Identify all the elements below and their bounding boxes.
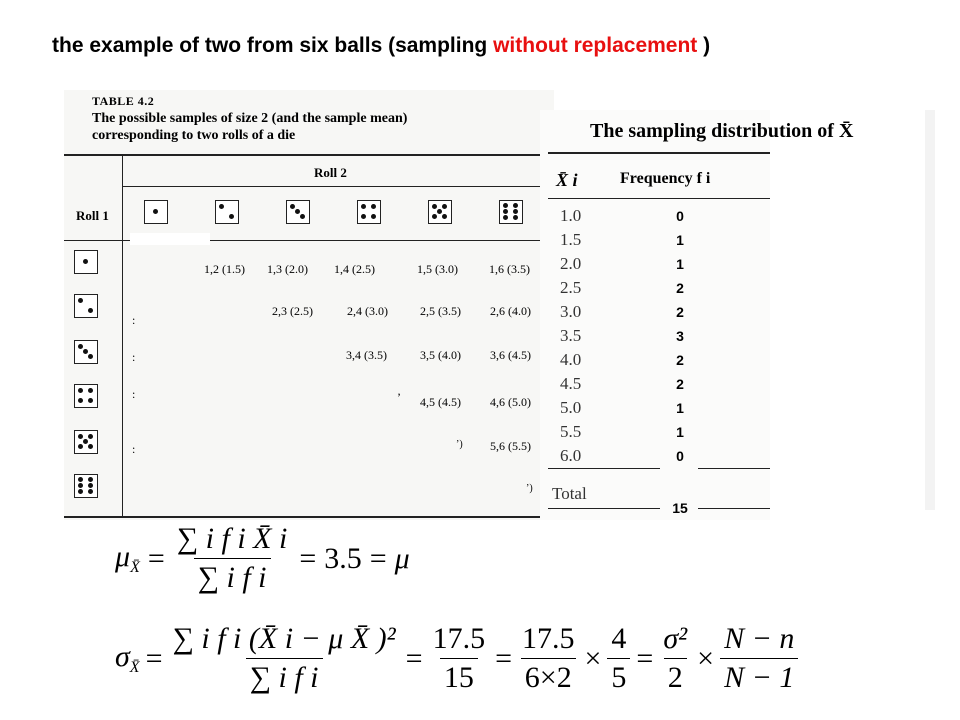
faint-mark-3: ’) bbox=[526, 483, 533, 494]
mean-value: 3.5 bbox=[324, 541, 362, 575]
row-index-3: : bbox=[132, 350, 136, 364]
die-pip bbox=[88, 483, 93, 488]
cell-r4-c2: 4,6 (5.0) bbox=[490, 395, 531, 409]
mean-eq2: = bbox=[299, 541, 317, 575]
distribution-x-value: 4.5 bbox=[560, 374, 582, 393]
row-index-2: : bbox=[132, 313, 136, 327]
die-pip bbox=[371, 204, 376, 209]
row-index-4: : bbox=[132, 387, 136, 401]
die-4-icon bbox=[357, 200, 381, 224]
die-pip bbox=[503, 209, 508, 214]
variance-step2: $\frac{17.5}{6\times 2}$ bbox=[522, 622, 575, 694]
distribution-bottom-rule-right bbox=[698, 508, 770, 509]
distribution-frequency: 2 bbox=[676, 376, 684, 392]
die-pip bbox=[300, 214, 305, 219]
mean-mu: μ bbox=[394, 541, 410, 575]
cell-r3-c1: 3,4 (3.5) bbox=[346, 348, 387, 362]
sampling-distribution-panel bbox=[540, 110, 854, 520]
die-pip bbox=[432, 214, 437, 219]
var-times1: × bbox=[584, 641, 602, 675]
cell-r1-c1: 1,2 (1.5) bbox=[204, 262, 245, 276]
table-vertical-rule bbox=[122, 156, 123, 516]
distribution-header-rule bbox=[548, 198, 770, 199]
die-pip bbox=[78, 444, 83, 449]
distribution-frequency: 1 bbox=[676, 232, 684, 248]
die-pip bbox=[78, 483, 83, 488]
roll1-header: Roll 1 bbox=[76, 208, 109, 223]
cell-r3-c3: 3,6 (4.5) bbox=[490, 348, 531, 362]
die-6-icon bbox=[499, 200, 523, 224]
die-pip bbox=[371, 214, 376, 219]
distribution-x-value: 5.5 bbox=[560, 422, 582, 441]
cell-r2-c4: 2,6 (4.0) bbox=[490, 304, 531, 318]
variance-step3: $\frac{4}{5}$ bbox=[607, 622, 630, 695]
table-4-2-image bbox=[64, 90, 554, 520]
die-pip bbox=[513, 209, 518, 214]
cell-r1-c4: 1,5 (3.0) bbox=[417, 262, 458, 276]
die-pip bbox=[437, 209, 442, 214]
distribution-x-value: 3.0 bbox=[560, 302, 582, 321]
variance-step5: $\frac{N - n}{N - 1}$ bbox=[720, 622, 798, 695]
die-6-icon bbox=[74, 474, 98, 498]
distribution-x-value: 4.0 bbox=[560, 350, 582, 369]
die-pip bbox=[503, 203, 508, 208]
faint-mark-2: ’) bbox=[456, 439, 463, 450]
die-pip bbox=[78, 434, 83, 439]
die-pip bbox=[83, 439, 88, 444]
die-4-icon bbox=[74, 384, 98, 408]
scan-edge bbox=[925, 110, 935, 510]
mean-eq3: = bbox=[369, 541, 387, 575]
die-pip bbox=[442, 204, 447, 209]
die-pip bbox=[88, 444, 93, 449]
die-pip bbox=[78, 398, 83, 403]
faint-mark-1: ’ bbox=[397, 390, 401, 404]
die-pip bbox=[229, 214, 234, 219]
distribution-x-value: 6.0 bbox=[560, 446, 582, 465]
distribution-frequency: 1 bbox=[676, 400, 684, 416]
table-top-rule bbox=[64, 154, 554, 156]
variance-lhs: $\sigma_{X̄}$ bbox=[115, 640, 140, 676]
distribution-frequency: 1 bbox=[676, 256, 684, 272]
die-pip bbox=[78, 298, 83, 303]
die-pip bbox=[361, 214, 366, 219]
cell-r2-c3: 2,5 (3.5) bbox=[420, 304, 461, 318]
die-pip bbox=[290, 204, 295, 209]
var-eq4: = bbox=[636, 641, 654, 675]
die-pip bbox=[78, 344, 83, 349]
distribution-x-value: 2.0 bbox=[560, 254, 582, 273]
var-eq3: = bbox=[495, 641, 512, 675]
distribution-total-rule-left bbox=[548, 468, 660, 469]
mean-numerator: ∑ i f i X̄ i bbox=[176, 522, 288, 555]
slide-title bbox=[52, 34, 710, 58]
die-1-icon bbox=[74, 250, 98, 274]
variance-numerator: ∑ i f i (X̄ i − μ X̄ )² bbox=[172, 622, 396, 655]
die-2-icon bbox=[215, 200, 239, 224]
distribution-x-value: 1.0 bbox=[560, 206, 582, 225]
distribution-top-rule bbox=[548, 152, 770, 154]
var-times2: × bbox=[697, 641, 715, 675]
die-pip bbox=[83, 259, 88, 264]
distribution-x-value: 2.5 bbox=[560, 278, 582, 297]
distribution-x-value: 1.5 bbox=[560, 230, 582, 249]
distribution-frequency: 2 bbox=[676, 280, 684, 296]
cell-r2-c1: 2,3 (2.5) bbox=[272, 304, 313, 318]
distribution-frequency: 2 bbox=[676, 352, 684, 368]
distribution-frequency: 3 bbox=[676, 328, 684, 344]
distribution-total-label: Total bbox=[552, 484, 587, 503]
roll2-header: Roll 2 bbox=[314, 165, 347, 180]
die-pip bbox=[513, 215, 518, 220]
title-prefix: the example of two from six balls (sampling bbox=[52, 34, 494, 57]
mask-top bbox=[130, 233, 210, 245]
distribution-x-value: 3.5 bbox=[560, 326, 582, 345]
distribution-total-rule-right bbox=[698, 468, 770, 469]
var-eq1: = bbox=[145, 641, 163, 675]
variance-denominator: ∑ i f i bbox=[246, 658, 323, 695]
die-3-icon bbox=[74, 340, 98, 364]
table-caption: The possible samples of size 2 (and the sample mean) corresponding to two rolls of a die bbox=[92, 111, 408, 143]
distribution-header-frequency: Frequency f i bbox=[620, 170, 711, 187]
mean-eq1: = bbox=[147, 541, 165, 575]
die-pip bbox=[432, 204, 437, 209]
die-3-icon bbox=[286, 200, 310, 224]
cell-r5-c1: 5,6 (5.5) bbox=[490, 439, 531, 453]
distribution-total-value: 15 bbox=[672, 500, 688, 516]
die-5-icon bbox=[428, 200, 452, 224]
die-5-icon bbox=[74, 430, 98, 454]
table-bottom-rule bbox=[64, 516, 554, 518]
title-suffix: ) bbox=[697, 34, 711, 57]
variance-formula bbox=[115, 622, 798, 695]
die-pip bbox=[78, 477, 83, 482]
die-pip bbox=[88, 434, 93, 439]
cell-r2-c2: 2,4 (3.0) bbox=[347, 304, 388, 318]
distribution-x-value: 5.0 bbox=[560, 398, 582, 417]
title-highlight: without replacement bbox=[493, 34, 698, 57]
die-pip bbox=[361, 204, 366, 209]
die-pip bbox=[88, 477, 93, 482]
die-pip bbox=[78, 388, 83, 393]
die-pip bbox=[88, 388, 93, 393]
die-pip bbox=[88, 308, 93, 313]
cell-r1-c5: 1,6 (3.5) bbox=[489, 262, 530, 276]
die-pip bbox=[442, 214, 447, 219]
die-pip bbox=[513, 203, 518, 208]
die-pip bbox=[88, 398, 93, 403]
variance-step1: $\frac{17.5}{15}$ bbox=[432, 622, 486, 694]
die-pip bbox=[295, 209, 300, 214]
die-pip bbox=[153, 209, 158, 214]
die-pip bbox=[78, 489, 83, 494]
die-pip bbox=[219, 204, 224, 209]
roll2-underline bbox=[122, 186, 554, 187]
variance-fraction bbox=[169, 622, 400, 695]
distribution-bottom-rule-left bbox=[548, 508, 660, 509]
die-1-icon bbox=[144, 200, 168, 224]
cell-r1-c3: 1,4 (2.5) bbox=[334, 262, 375, 276]
die-2-icon bbox=[74, 294, 98, 318]
cell-r1-c2: 1,3 (2.0) bbox=[267, 262, 308, 276]
distribution-frequency: 0 bbox=[676, 448, 684, 464]
die-pip bbox=[88, 489, 93, 494]
mean-lhs: $\mu_{X̄}$ bbox=[115, 540, 140, 576]
mean-denominator: ∑ i f i bbox=[194, 558, 271, 595]
mean-formula bbox=[115, 522, 410, 595]
var-eq2: = bbox=[405, 641, 423, 675]
die-pip bbox=[88, 354, 93, 359]
distribution-header-x: X̄ i bbox=[556, 170, 578, 190]
row-index-5: : bbox=[132, 442, 136, 456]
distribution-frequency: 2 bbox=[676, 304, 684, 320]
distribution-title: The sampling distribution of X̄ bbox=[590, 120, 854, 142]
distribution-frequency: 1 bbox=[676, 424, 684, 440]
cell-r4-c1: 4,5 (4.5) bbox=[420, 395, 461, 409]
table-label: TABLE 4.2 bbox=[92, 94, 155, 108]
die-pip bbox=[83, 349, 88, 354]
cell-r3-c2: 3,5 (4.0) bbox=[420, 348, 461, 362]
mean-fraction bbox=[173, 522, 292, 595]
distribution-frequency: 0 bbox=[676, 208, 684, 224]
die-pip bbox=[503, 215, 508, 220]
variance-step4: $\frac{\text{σ²}}{2}$ bbox=[663, 622, 688, 694]
